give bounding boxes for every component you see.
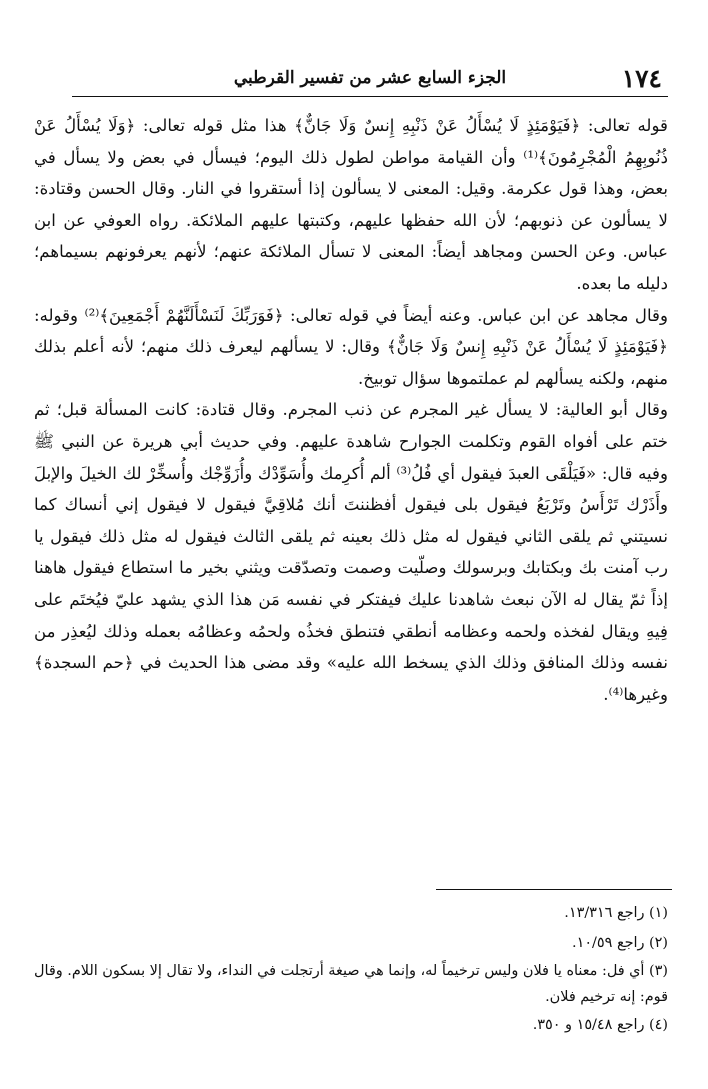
footnote-divider	[436, 889, 672, 890]
footnotes	[34, 898, 668, 1040]
footnote: (٢) راجع ١٠/٥٩.	[572, 935, 668, 951]
paragraph: قوله تعالى: ﴿فَيَوْمَئِذٍ لَا يُسْأَلُ عَنْ ذَنْبِهِ إِنسٌ وَلَا جَانٌّ﴾ هذا مثل قوله تعالى: ﴿وَلَا يُسْأَلُ عَنْ ذُنُوبِهِمُ الْمُجْرِمُونَ﴾⁽¹⁾ وأن القيامة مواطن لطول ذلك اليوم؛ فيسأل في بعض ولا يسأل في بعض، وهذا قول عكرمة. وقيل: المعنى لا يسألون إذا أستقروا في النار. وقال الحسن وقتادة: لا يسألون عن ذنوبهم؛ لأن الله حفظها عليهم، وكتبتها عليهم الملائكة. رواه العوفي عن ابن عباس. وعن الحسن ومجاهد أيضاً: المعنى لا تسأل الملائكة عنهم؛ لأنهم يعرفونهم بسيماهم؛ دليله ما بعده.	[34, 116, 668, 293]
page-header	[72, 62, 668, 97]
running-title: الجزء السابع عشر من تفسير القرطبي	[233, 68, 507, 88]
footnote: (٤) راجع ١٥/٤٨ و ٣٥٠.	[532, 1017, 668, 1033]
footnote: (٣) أي فل: معناه يا فلان وليس ترخيماً له، وإنما هي صيغة أرتجلت في النداء، ولا تقال إلا بسكون اللام. وقال قوم: إنه ترخيم فلان.	[34, 963, 668, 1005]
main-text	[34, 110, 668, 710]
page-number: ١٧٤	[621, 64, 662, 93]
paragraph: وقال أبو العالية: لا يسأل غير المجرم عن ذنب المجرم. وقال قتادة: كانت المسألة قبل؛ ثم ختم على أفواه القوم وتكلمت الجوارح شاهدة عليهم. وفي حديث أبي هريرة عن النبي ﷺ وفيه قال: «فَيَلْقَى العبدَ فيقول أي فُلُ⁽³⁾ ألم أُكرِمك وأُسَوِّدْك وأُزَوِّجْك وأُسخِّرْ لك الخيلَ والإبلَ وأَذَرْك تَرْأَسُ وتَرْبَعُ فيقول بلى فيقول أفظننتَ أنك مُلاقِيَّ فيقول لا فيقول إني أنساك كما نسيتني ثم يلقى الثاني فيقول له مثل ذلك بعينه ثم يلقى الثالث فيقول له مثل ذلك فيقول يا رب آمنت بك وبكتابك وبرسولك وصلّيت وصمت وتصدّقت ويثني بخير ما استطاع فيقول هاهنا إذاً ثمّ يقال له الآن نبعث شاهدنا عليك فيفتكر في نفسه مَن هذا الذي يشهد عليّ فيُختَم على فِيهِ ويقال لفخذه ولحمه وعظامه أنطقي فتنطق فخذُه ولحمُه وعظامُه بعمله وذلك ليُعذِر من نفسه وذلك المنافق وذلك الذي يسخط الله عليه» وقد مضى هذا الحديث في ﴿حم السجدة﴾ وغيرها⁽⁴⁾.	[34, 400, 669, 704]
footnote: (١) راجع ١٣/٣١٦.	[564, 905, 668, 921]
paragraph: وقال مجاهد عن ابن عباس. وعنه أيضاً في قوله تعالى: ﴿فَوَرَبِّكَ لَنَسْأَلَنَّهُمْ أَجْمَعِينَ﴾⁽²⁾ وقوله: ﴿فَيَوْمَئِذٍ لَا يُسْأَلُ عَنْ ذَنْبِهِ إِنسٌ وَلَا جَانٌّ﴾ وقال: لا يسألهم ليعرف ذلك منهم؛ لأنه أعلم بذلك منهم، ولكنه يسألهم لم عملتموها سؤال توبيخ.	[34, 305, 668, 388]
